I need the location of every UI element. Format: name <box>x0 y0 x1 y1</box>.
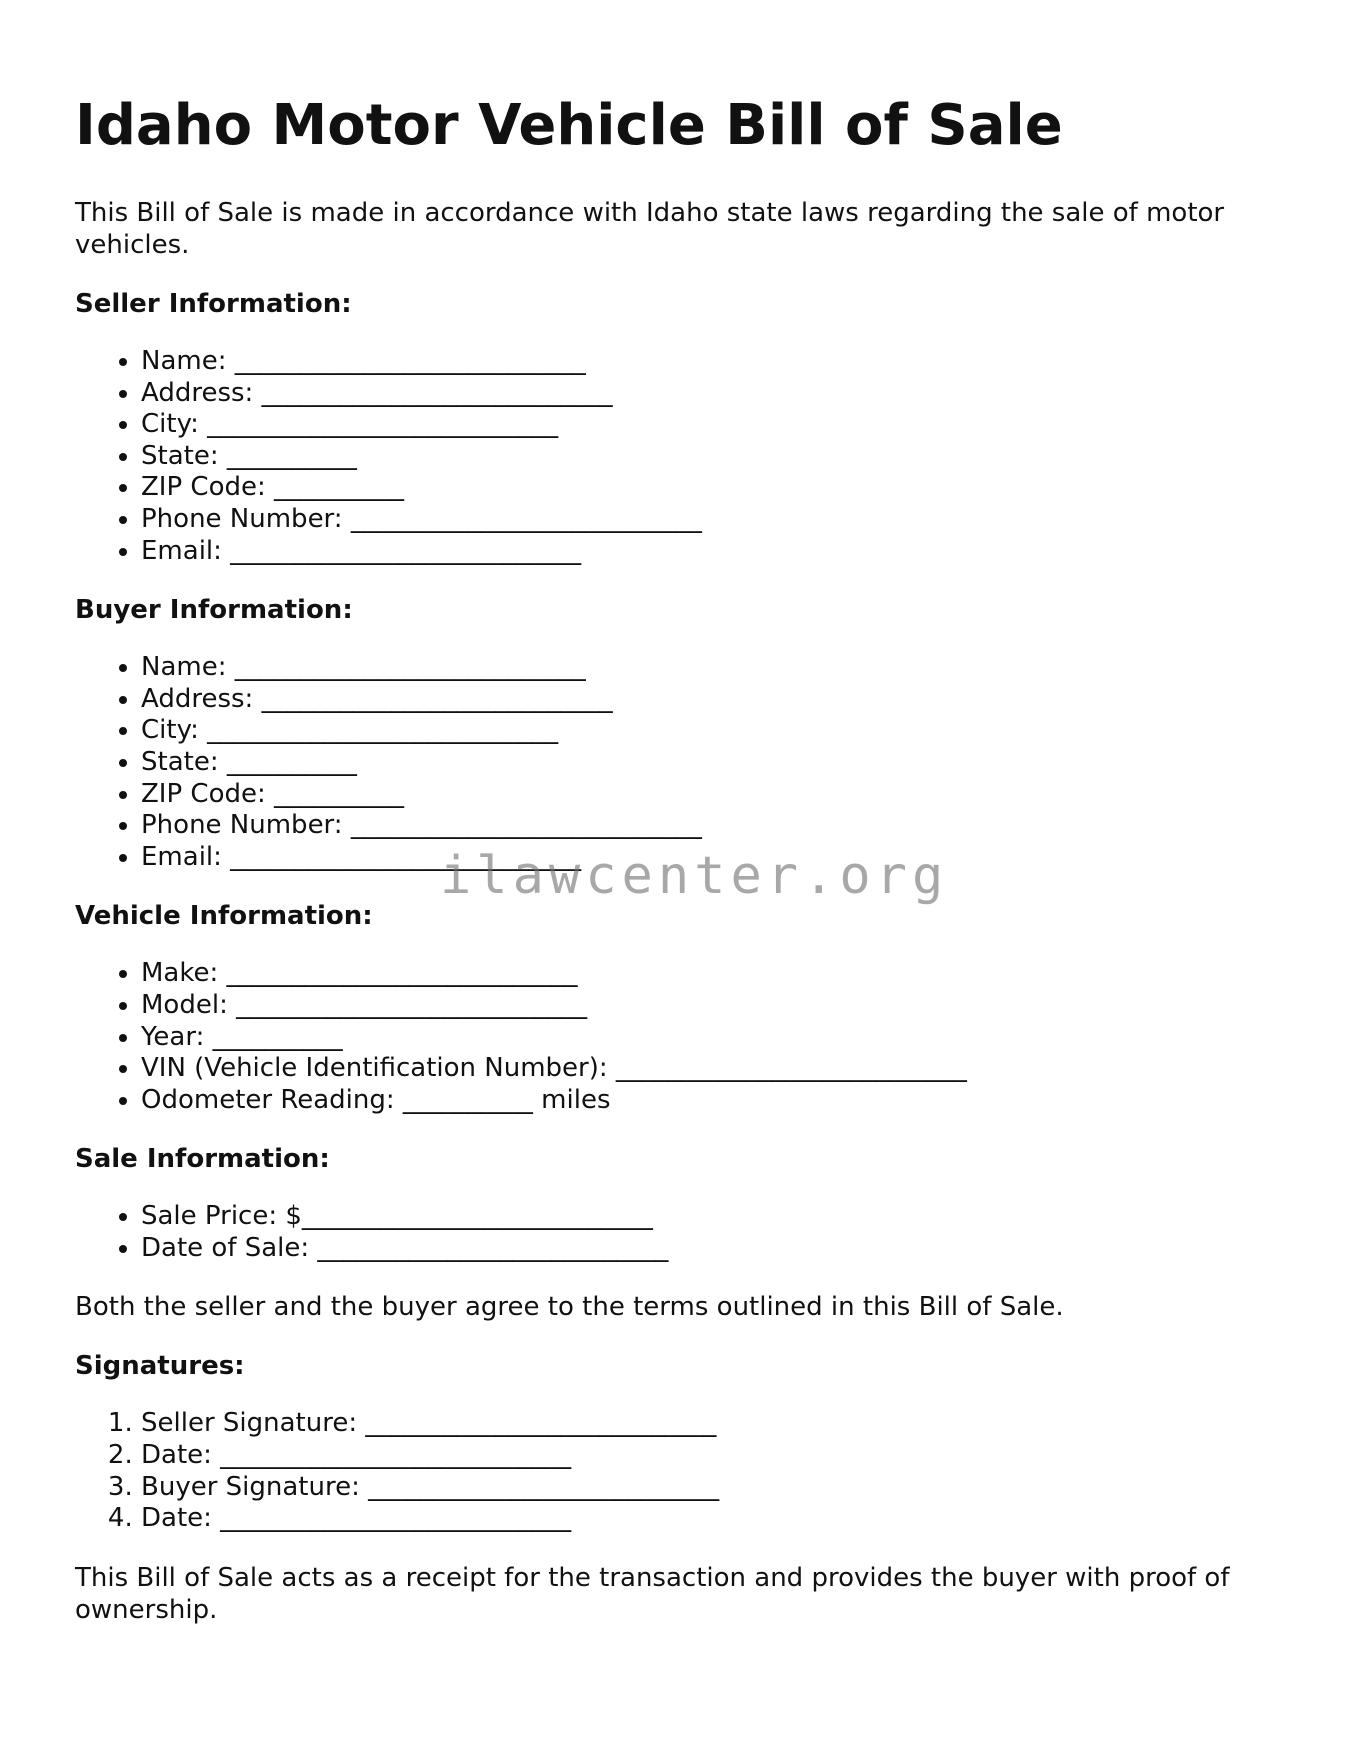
vehicle-heading: Vehicle Information: <box>75 901 373 932</box>
closing-paragraph: This Bill of Sale acts as a receipt for the transaction and provides the buyer with proof of ownership. <box>75 1562 1230 1625</box>
agreement-paragraph: Both the seller and the buyer agree to the terms outlined in this Bill of Sale. <box>75 1292 1064 1323</box>
vehicle-make-field: • Make: ___________________________ <box>141 958 1290 990</box>
seller-name-field: • Name: ___________________________ <box>141 346 1290 378</box>
buyer-state-field: • State: __________ <box>141 747 1290 779</box>
watermark-text: ilawcenter.org <box>440 846 949 906</box>
buyer-fields-list <box>75 652 1290 873</box>
seller-signature-field: 1. Seller Signature: ___________________________ <box>141 1408 1290 1440</box>
seller-state-field: • State: __________ <box>141 441 1290 473</box>
buyer-phone-field: • Phone Number: ___________________________ <box>141 810 1290 842</box>
buyer-heading: Buyer Information: <box>75 595 353 626</box>
sale-fields-list <box>75 1201 1290 1264</box>
vehicle-model-field: • Model: ___________________________ <box>141 990 1290 1022</box>
sale-date-field: • Date of Sale: ___________________________ <box>141 1233 1290 1265</box>
document-title: Idaho Motor Vehicle Bill of Sale <box>75 93 1063 158</box>
sale-price-field: • Sale Price: $___________________________ <box>141 1201 1290 1233</box>
intro-paragraph: This Bill of Sale is made in accordance with Idaho state laws regarding the sale of motor vehicles. <box>75 198 1225 260</box>
vehicle-year-field: • Year: __________ <box>141 1022 1290 1054</box>
document-page <box>75 88 1290 1626</box>
vehicle-fields-list <box>75 958 1290 1116</box>
buyer-signature-field: 3. Buyer Signature: ___________________________ <box>141 1472 1290 1504</box>
seller-city-field: • City: ___________________________ <box>141 409 1290 441</box>
signatures-heading: Signatures: <box>75 1351 245 1382</box>
buyer-address-field: • Address: ___________________________ <box>141 684 1290 716</box>
seller-address-field: • Address: ___________________________ <box>141 378 1290 410</box>
vehicle-odometer-field: • Odometer Reading: __________ miles <box>141 1085 1290 1117</box>
seller-signature-date-field: 2. Date: ___________________________ <box>141 1440 1290 1472</box>
seller-zip-field: • ZIP Code: __________ <box>141 472 1290 504</box>
seller-phone-field: • Phone Number: ___________________________ <box>141 504 1290 536</box>
buyer-signature-date-field: 4. Date: ___________________________ <box>141 1503 1290 1535</box>
buyer-city-field: • City: ___________________________ <box>141 715 1290 747</box>
buyer-name-field: • Name: ___________________________ <box>141 652 1290 684</box>
buyer-email-field: • Email: ___________________________ <box>141 842 1290 874</box>
sale-heading: Sale Information: <box>75 1144 330 1175</box>
signatures-list <box>75 1408 1290 1534</box>
seller-fields-list <box>75 346 1290 567</box>
seller-heading: Seller Information: <box>75 289 352 319</box>
seller-email-field: • Email: ___________________________ <box>141 536 1290 568</box>
buyer-zip-field: • ZIP Code: __________ <box>141 779 1290 811</box>
vehicle-vin-field: • VIN (Vehicle Identification Number): ___________________________ <box>141 1053 1290 1085</box>
